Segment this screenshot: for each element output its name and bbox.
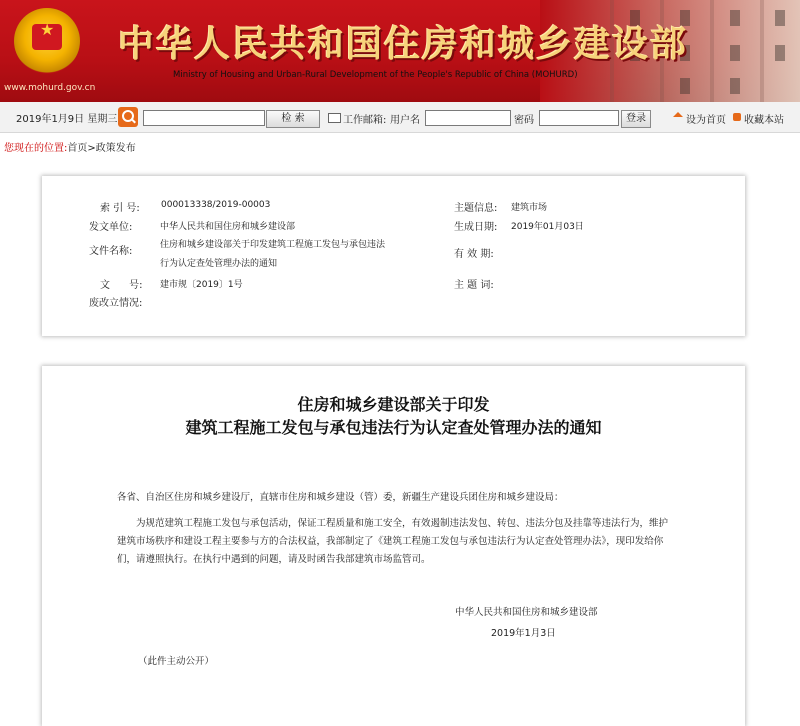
issuer-label: 发文单位:	[89, 222, 133, 233]
username-input[interactable]	[425, 110, 511, 126]
site-title: 中华人民共和国住房和城乡建设部	[118, 23, 689, 65]
favorite-icon	[733, 113, 741, 121]
document-meta-box	[42, 176, 745, 336]
filename-label: 文件名称:	[89, 246, 133, 257]
salutation: 各省、自治区住房和城乡建设厅，直辖市住房和城乡建设（管）委，新疆生产建设兵团住房和城乡建设局：	[117, 492, 564, 503]
set-homepage-link[interactable]: 设为首页	[686, 115, 726, 126]
filename-value-line2: 行为认定查处管理办法的通知	[160, 259, 278, 269]
breadcrumb-path[interactable]: 首页>政策发布	[67, 143, 136, 154]
body-line-3: 们，请遵照执行。在执行中遇到的问题，请及时函告我部建筑市场监管司。	[117, 554, 431, 565]
filename-value-line1: 住房和城乡建设部关于印发建筑工程施工发包与承包违法	[160, 240, 386, 250]
docno-value: 建市规〔2019〕1号	[160, 280, 243, 290]
breadcrumb	[4, 139, 136, 154]
toolbar	[0, 102, 800, 133]
status-label: 废改立情况:	[89, 298, 143, 309]
sign-date: 2019年1月3日	[491, 628, 556, 639]
index-label: 索 引 号:	[100, 203, 140, 214]
document-body	[42, 366, 745, 726]
index-value: 000013338/2019-00003	[161, 200, 271, 210]
username-label: 用户名	[390, 115, 420, 126]
subject-value: 建筑市场	[511, 203, 548, 213]
issuer-value: 中华人民共和国住房和城乡建设部	[160, 222, 296, 232]
bookmark-link[interactable]: 收藏本站	[744, 115, 784, 126]
keywords-label: 主 题 词:	[454, 280, 494, 291]
search-button[interactable]: 检 索	[266, 110, 320, 128]
mail-icon	[328, 113, 341, 123]
site-url: www.mohurd.gov.cn	[4, 83, 96, 93]
password-label: 密码	[514, 115, 534, 126]
date-label: 生成日期:	[454, 222, 498, 233]
subject-label: 主题信息:	[454, 203, 498, 214]
site-banner	[0, 0, 800, 102]
national-emblem-icon: ★	[14, 8, 80, 74]
site-title-en: Ministry of Housing and Urban-Rural Development of the People's Republic of China (MOHURD)	[173, 70, 578, 80]
date-value: 2019年01月03日	[511, 222, 584, 232]
breadcrumb-label: 您现在的位置:	[4, 143, 68, 154]
search-input[interactable]	[143, 110, 265, 126]
current-date: 2019年1月9日 星期三	[16, 114, 118, 125]
validity-label: 有 效 期:	[454, 249, 494, 260]
public-note: （此件主动公开）	[138, 656, 215, 667]
body-line-1: 为规范建筑工程施工发包与承包活动，保证工程质量和施工安全，有效遏制违法发包、转包、违法分包及挂靠等违法行为，维护	[136, 518, 669, 529]
document-title-line2: 建筑工程施工发包与承包违法行为认定查处管理办法的通知	[185, 418, 602, 437]
search-icon[interactable]	[118, 107, 138, 127]
home-icon	[673, 112, 683, 117]
password-input[interactable]	[539, 110, 619, 126]
body-line-2: 建筑市场秩序和建设工程主要参与方的合法权益，我部制定了《建筑工程施工发包与承包违法行为认定查处管理办法》，现印发给你	[117, 536, 664, 547]
docno-label: 文 号:	[100, 280, 143, 291]
document-title-line1: 住房和城乡建设部关于印发	[297, 395, 490, 414]
login-button[interactable]: 登录	[621, 110, 651, 128]
mail-label: 工作邮箱:	[343, 115, 387, 126]
signature: 中华人民共和国住房和城乡建设部	[455, 607, 598, 618]
